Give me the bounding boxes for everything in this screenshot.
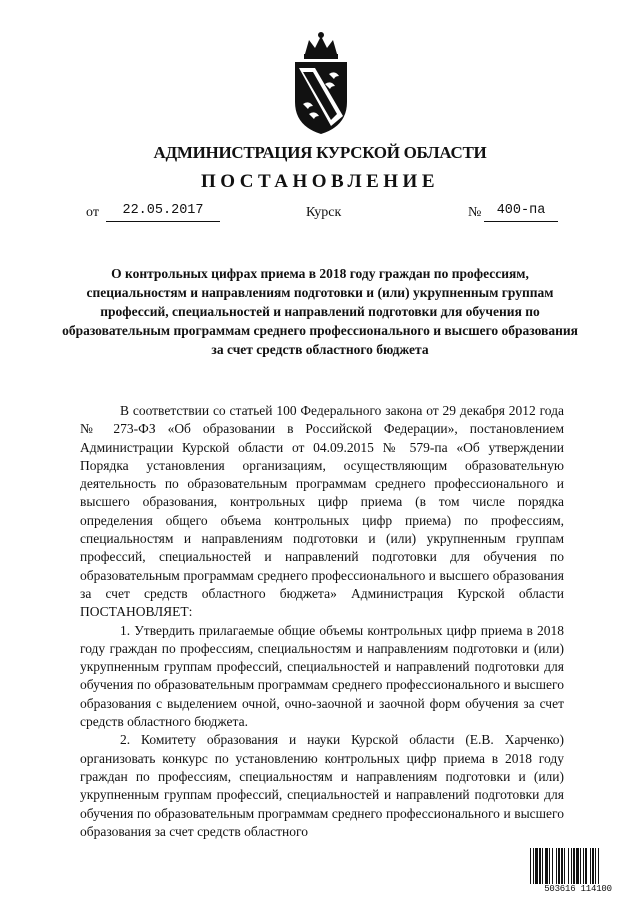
barcode-number: 503616 114100 (528, 884, 628, 894)
document-type: ПОСТАНОВЛЕНИЕ (200, 171, 440, 192)
document-date: 22.05.2017 (106, 203, 220, 222)
body-paragraph: В соответствии со статьей 100 Федерального закона от 29 декабря 2012 года № 273-ФЗ «Об образовании в Российской Федерации», постановлением Администрации Курской области от 04.09.2015 № 579-па «Об утверждении Порядка установления организациям, осуществляющим образовательную деятельность по образовательным программам среднего профессионального и высшего образования, контрольных цифр приема (в том числе порядка определения общего объема контрольных цифр приема) по профессиям, специальностям и направлениям подготовки и (или) укрупненным группам профессий, специальностей и направлений подготовки для обучения по образовательным программам среднего профессионального и высшего образования за счет средств областного бюджета» Администрация Курской области ПОСТАНОВЛЯЕТ: (80, 403, 564, 620)
document-city: Курск (306, 205, 342, 220)
body-paragraph: 1. Утвердить прилагаемые общие объемы контрольных цифр приема в 2018 году граждан по профессиям, специальностям и направлениям подготовки и (или) укрупненным группам профессий, специальностей и направлений подготовки для обучения по образовательным программам среднего профессионального и высшего образования с выделением очной, очно-заочной и заочной форм обучения за счет средств областного бюджета. (80, 622, 564, 730)
organization-name: АДМИНИСТРАЦИЯ КУРСКОЙ ОБЛАСТИ (153, 143, 487, 162)
document-number: 400-па (484, 203, 558, 222)
document-meta (0, 203, 640, 225)
coat-of-arms-icon (285, 30, 357, 138)
document-body (80, 402, 564, 841)
number-label: № (468, 205, 482, 220)
date-label: от (86, 205, 99, 220)
document-title: О контрольных цифрах приема в 2018 году граждан по профессиям, специальностям и направлениям подготовки и (или) укрупненным группам профессий, специальностей и направлений подготовки для обучения по образовательным программам среднего профессионального и высшего образования за счет средств областного бюджета (62, 266, 578, 357)
body-paragraph: 2. Комитету образования и науки Курской области (Е.В. Харченко) организовать конкурс по установлению контрольных цифр приема в 2018 году граждан по профессиям, специальностям и направлениям подготовки и (или) укрупненным группам профессий, специальностей и направлений подготовки для обучения по образовательным программам среднего профессионального и высшего образования за счет средств областного (80, 732, 564, 839)
